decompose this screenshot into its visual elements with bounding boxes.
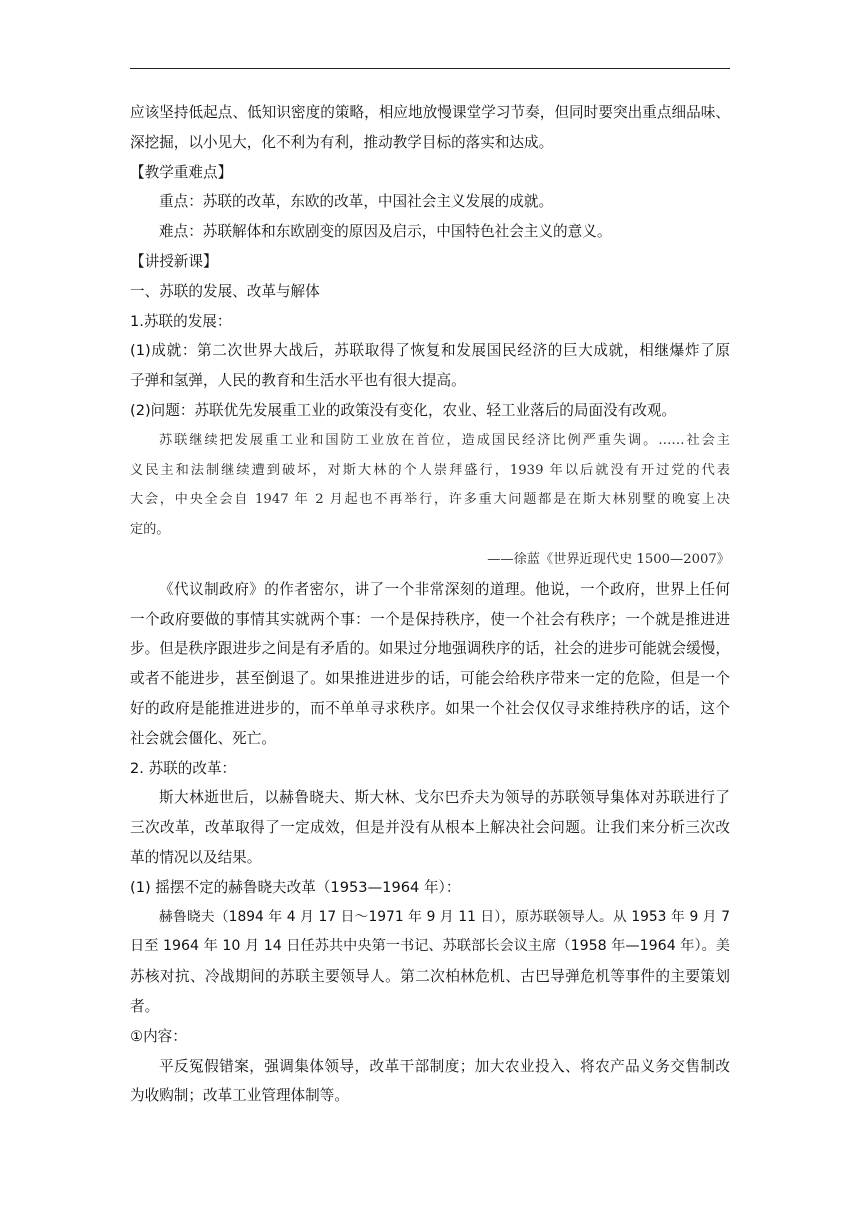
- section-heading-new-lesson: 【讲授新课】: [130, 252, 218, 270]
- quote-line: 大会，中央全会自 1947 年 2 月起也不再举行，许多重大问题都是在斯大林别墅的晚宴上决: [130, 492, 730, 508]
- section-title: 一、苏联的发展、改革与解体: [130, 282, 320, 300]
- paragraph-line: 者。: [130, 997, 160, 1015]
- paragraph-line: 斯大林逝世后，以赫鲁晓夫、斯大林、戈尔巴乔夫为领导的苏联领导集体对苏联进行了: [159, 789, 730, 807]
- quote-line: 义民主和法制继续遭到破坏，对斯大林的个人崇拜盛行，1939 年以后就没有开过党的代表: [130, 462, 730, 478]
- paragraph-line: 革的情况以及结果。: [130, 848, 262, 866]
- quote-source: ——徐蓝《世界近现代史 1500—2007》: [487, 551, 730, 567]
- paragraph-line: 应该坚持低起点、低知识密度的策略，相应地放慢课堂学习节奏，但同时要突出重点细品味、: [130, 104, 730, 121]
- paragraph-line: (2)问题：苏联优先发展重工业的政策没有变化，农业、轻工业落后的局面没有改观。: [130, 401, 677, 419]
- subsection-title: (1) 摇摆不定的赫鲁晓夫改革（1953—1964 年）：: [130, 878, 461, 896]
- paragraph-line: 平反冤假错案，强调集体领导，改革干部制度；加大农业投入、将农产品义务交售制改: [159, 1057, 730, 1075]
- paragraph-line: 深挖掘，以小见大，化不利为有利，推动教学目标的落实和达成。: [130, 133, 554, 151]
- paragraph-line: (1)成就：第二次世界大战后，苏联取得了恢复和发展国民经济的巨大成就，相继爆炸了原: [130, 342, 730, 360]
- paragraph-line: 三次改革，改革取得了一定成效，但是并没有从根本上解决社会问题。让我们来分析三次改: [130, 819, 730, 837]
- paragraph-line: 或者不能进步，甚至倒退了。如果推进进步的话，可能会给秩序带来一定的危险，但是一个: [130, 670, 730, 688]
- paragraph-line: 《代议制政府》的作者密尔，讲了一个非常深刻的道理。他说，一个政府，世界上任何: [159, 580, 730, 598]
- paragraph-line: 好的政府是能推进进步的，而不单单寻求秩序。如果一个社会仅仅寻求维持秩序的话，这个: [130, 699, 730, 717]
- paragraph-line: 日至 1964 年 10 月 14 日任苏共中央第一书记、苏联部长会议主席（1958 年—1964 年）。美: [130, 938, 730, 955]
- subsection-title: 2. 苏联的改革：: [130, 759, 237, 777]
- paragraph-line: 步。但是秩序跟进步之间是有矛盾的。如果过分地强调秩序的话，社会的进步可能就会缓慢，: [130, 640, 730, 658]
- quote-line: 定的。: [130, 522, 170, 538]
- paragraph-line: 子弹和氢弹，人民的教育和生活水平也有很大提高。: [130, 372, 466, 390]
- section-heading-key-points: 【教学重难点】: [130, 163, 233, 181]
- focus-line: 重点：苏联的改革，东欧的改革，中国社会主义发展的成就。: [159, 193, 554, 211]
- paragraph-line: 一个政府要做的事情其实就两个事：一个是保持秩序，使一个社会有秩序；一个就是推进进: [130, 610, 730, 628]
- paragraph-line: 为收购制；改革工业管理体制等。: [130, 1087, 349, 1105]
- paragraph-line: 赫鲁晓夫（1894 年 4 月 17 日～1971 年 9 月 11 日），原苏联领导人。从 1953 年 9 月 7: [159, 908, 730, 925]
- document-page: [130, 98, 730, 1111]
- subsection-title: 1.苏联的发展：: [130, 312, 232, 330]
- paragraph-line: 苏核对抗、冷战期间的苏联主要领导人。第二次柏林危机、古巴导弹危机等事件的主要策划: [130, 968, 730, 986]
- subsection-title: ①内容：: [130, 1027, 187, 1045]
- header-rule: [130, 68, 730, 69]
- difficulty-line: 难点：苏联解体和东欧剧变的原因及启示，中国特色社会主义的意义。: [159, 223, 612, 241]
- paragraph-line: 社会就会僵化、死亡。: [130, 729, 276, 747]
- quote-line: 苏联继续把发展重工业和国防工业放在首位，造成国民经济比例严重失调。……社会主: [159, 432, 730, 448]
